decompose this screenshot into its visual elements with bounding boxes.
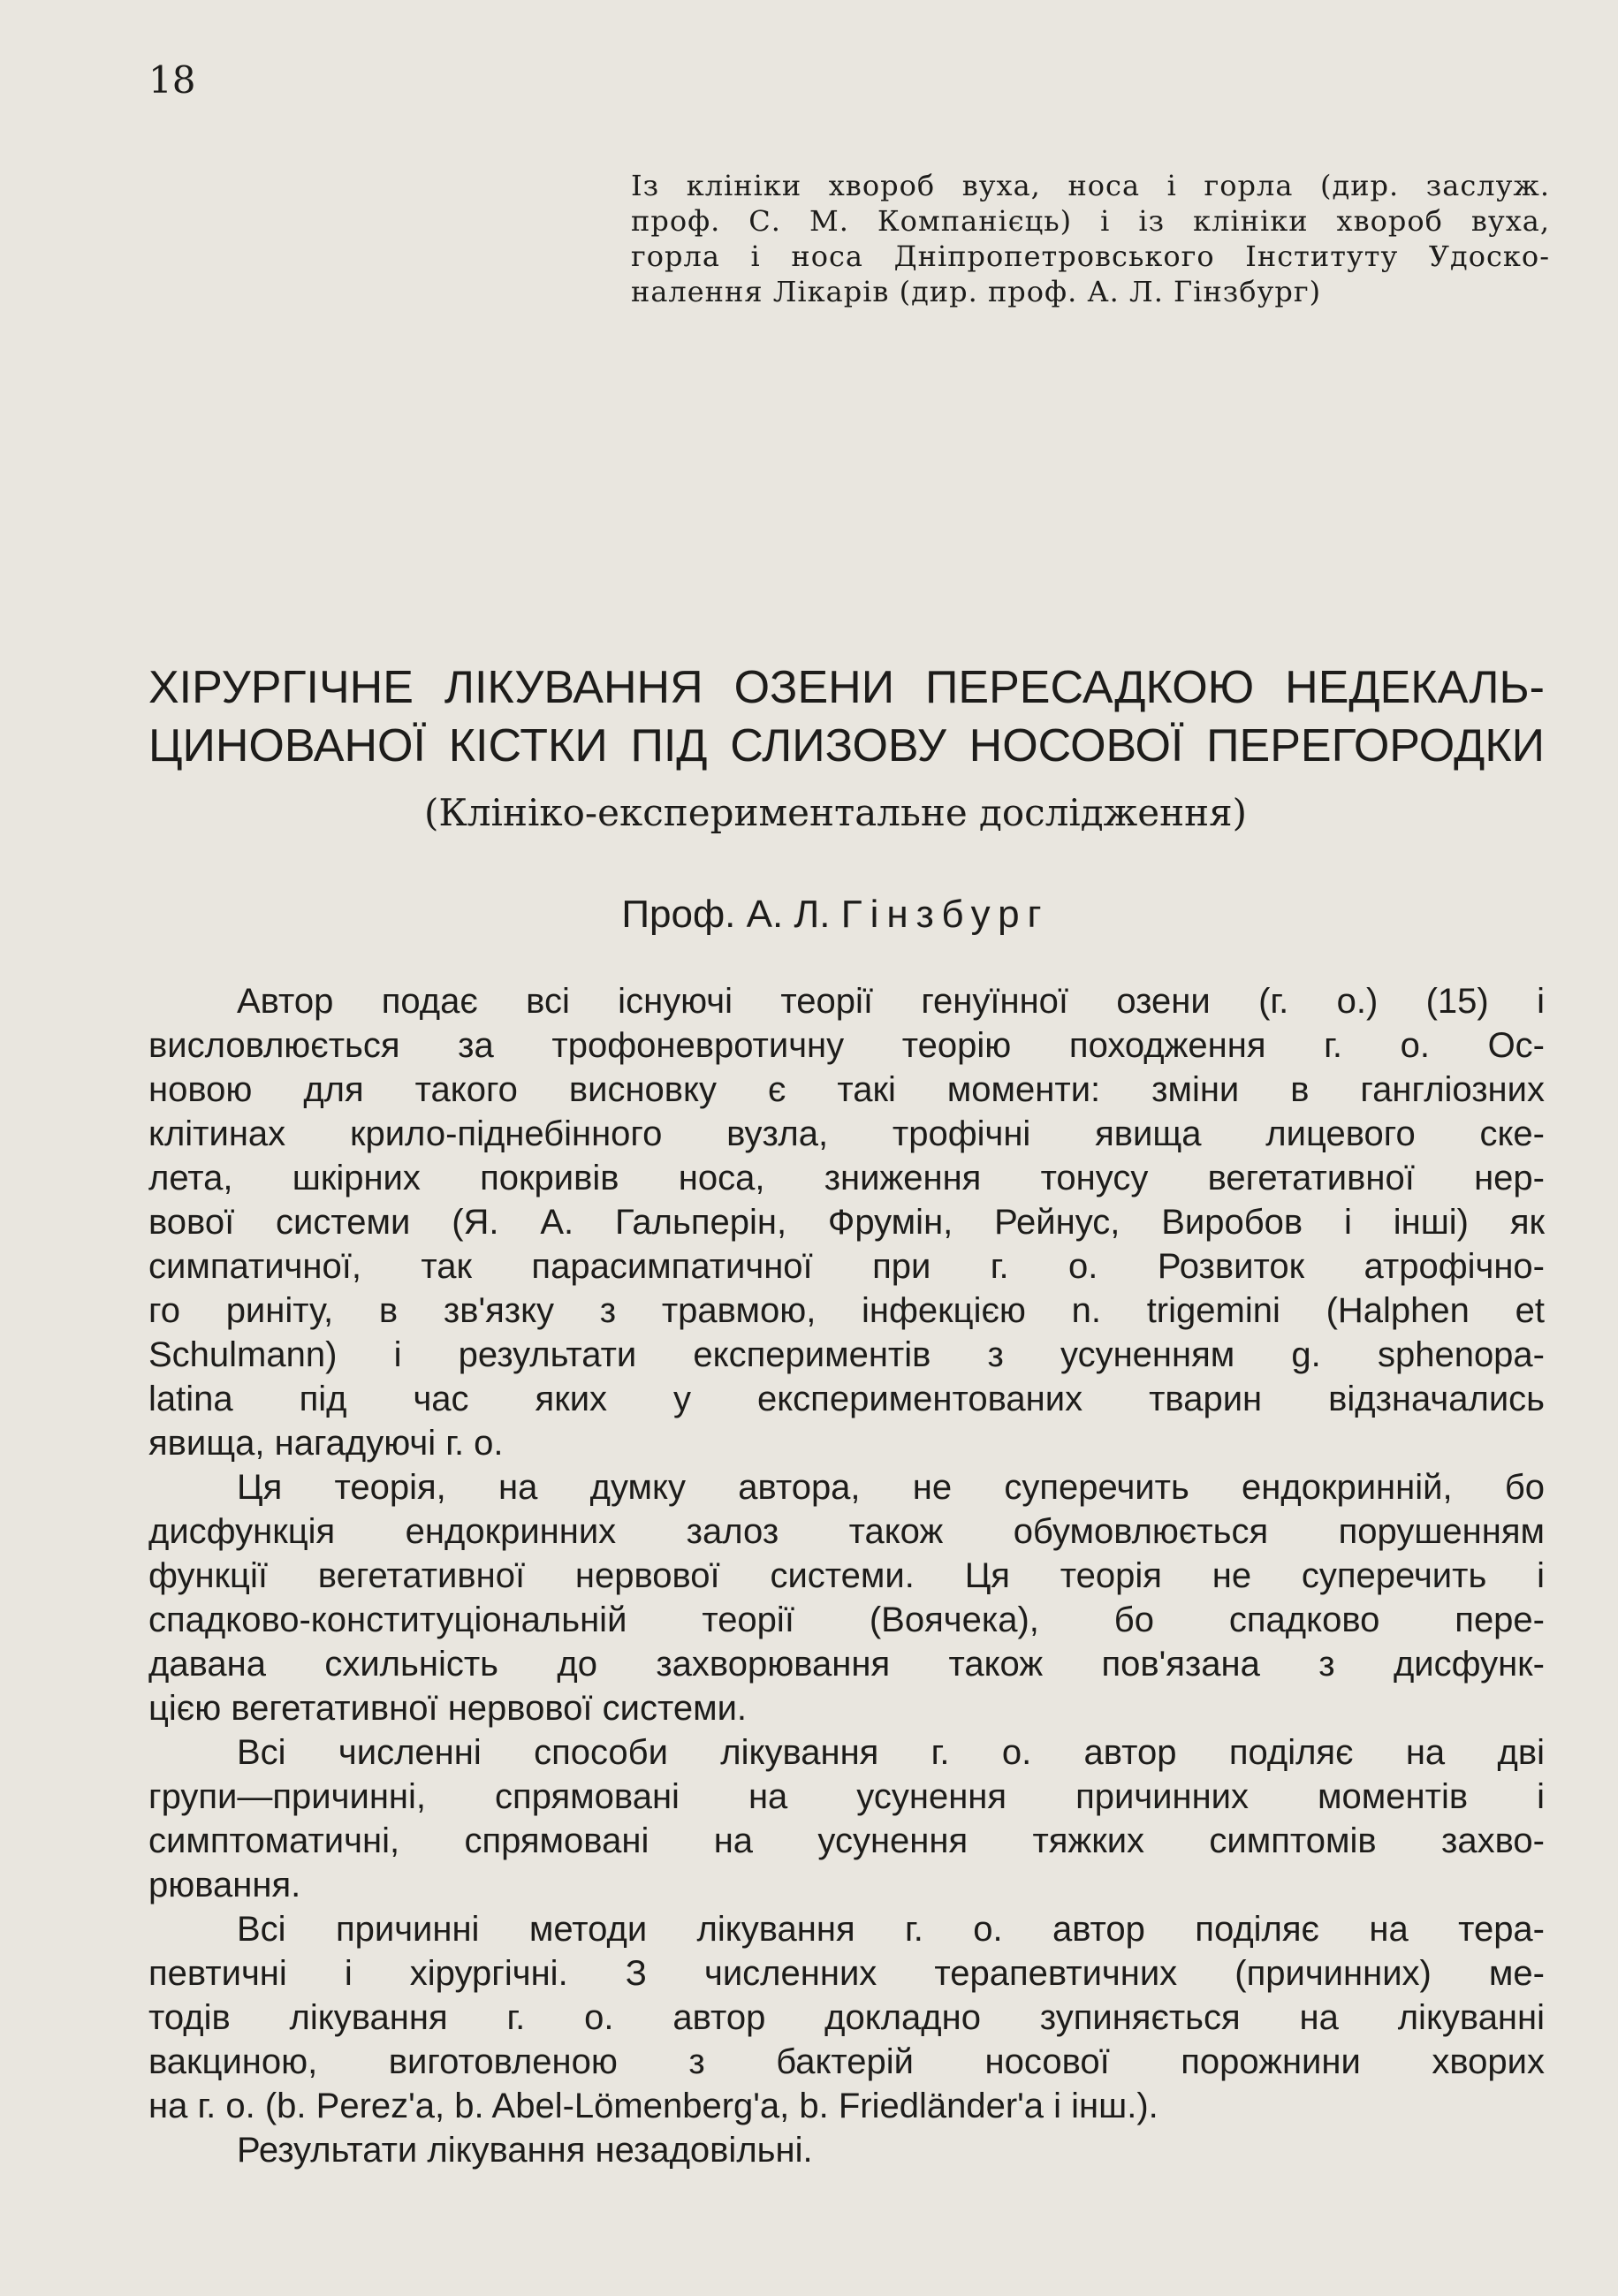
author-prefix: Проф. А. Л. [621, 893, 831, 936]
paragraph-line: Schulmann) і результати експериментів з усуненням g. sphenopa- [148, 1335, 1545, 1374]
paragraph [148, 1730, 1545, 1907]
author-surname: Гінзбург [840, 893, 1050, 936]
paragraph-line: функції вегетативної нервової системи. Ця теорія не суперечить і [148, 1556, 1545, 1595]
paragraph-line: лета, шкірних покривів носа, зниження тонусу вегетативної нер- [148, 1159, 1545, 1197]
paragraph-line: певтичні і хірургічні. З численних терапевтичних (причинних) ме- [148, 1954, 1545, 1993]
paragraph-line: спадково-конституціональній теорії (Воячека), бо спадково пере- [148, 1600, 1545, 1639]
author-byline [0, 888, 1618, 941]
paragraph-line: давана схильність до захворювання також пов'язана з дисфунк- [148, 1645, 1545, 1684]
affiliation-line: Із клініки хвороб вуха, носа і горла (дир. заслуж. [631, 169, 1550, 202]
paragraph-line: симпатичної, так парасимпатичної при г. о. Розвиток атрофічно- [148, 1247, 1545, 1286]
article-subtitle: (Клініко-експериментальне дослідження) [423, 791, 1248, 834]
title-line: ЦИНОВАНОЇ КІСТКИ ПІД СЛИЗОВУ НОСОВОЇ ПЕРЕГОРОДКИ [148, 720, 1545, 772]
paragraph-line: Всі численні способи лікування г. о. автор поділяє на дві [237, 1733, 1545, 1772]
paragraph-line: висловлюється за трофоневротичну теорію походження г. о. Ос- [148, 1026, 1545, 1065]
paragraph [148, 2128, 1545, 2172]
paragraph-line: го риніту, в зв'язку з травмою, інфекцією n. trigemini (Halphen et [148, 1291, 1545, 1330]
paragraph-line: рювання. [148, 1866, 301, 1904]
affiliation-note [631, 168, 1550, 309]
paragraph-line: групи—причинні, спрямовані на усунення причинних моментів і [148, 1777, 1545, 1816]
paragraph-line: вової системи (Я. А. Гальперін, Фрумін, Рейнус, Виробов і інші) як [148, 1203, 1545, 1242]
paragraph-line: клітинах крило-піднебінного вузла, трофічні явища лицевого ске- [148, 1114, 1545, 1153]
paragraph-line: Всі причинні методи лікування г. о. автор поділяє на тера- [237, 1910, 1545, 1949]
affiliation-line: горла і носа Дніпропетровського Інституту Удоско- [631, 239, 1550, 273]
article-title [148, 658, 1545, 775]
paragraph-line: Ця теорія, на думку автора, не суперечить ендокринній, бо [237, 1468, 1545, 1507]
paragraph-line: вакциною, виготовленою з бактерій носової порожнини хворих [148, 2042, 1545, 2081]
page-number: 18 [148, 58, 196, 102]
paragraph-line: симптоматичні, спрямовані на усунення тяжких симптомів захво- [148, 1821, 1545, 1860]
paragraph-line: новою для такого висновку є такі моменти: зміни в гангліозних [148, 1070, 1545, 1109]
paragraph [148, 979, 1545, 1465]
affiliation-line: проф. С. М. Компанієць) і із клініки хвороб вуха, [631, 204, 1550, 238]
paragraph-line: Автор подає всі існуючі теорії генуїнної озени (г. о.) (15) і [237, 982, 1545, 1021]
paragraph-line: на г. о. (b. Perez'a, b. Abel-Lömenberg'a, b. Friedländer'a і інш.). [148, 2087, 1158, 2125]
paragraph [148, 1907, 1545, 2128]
paragraph-line: дисфункція ендокринних залоз також обумовлюється порушенням [148, 1512, 1545, 1551]
paragraph-line: цією вегетативної нервової системи. [148, 1689, 748, 1728]
affiliation-line: налення Лікарів (дир. проф. А. Л. Гінзбург) [631, 275, 1322, 308]
paragraph-line: latina під час яких у експериментованих тварин відзначались [148, 1380, 1545, 1418]
paragraph-line: тодів лікування г. о. автор докладно зупиняється на лікуванні [148, 1998, 1545, 2037]
paragraph-line: Результати лікування незадовільні. [237, 2131, 813, 2170]
paragraph-line: явища, нагадуючі г. о. [148, 1424, 504, 1463]
paragraph [148, 1465, 1545, 1730]
title-line: ХІРУРГІЧНЕ ЛІКУВАННЯ ОЗЕНИ ПЕРЕСАДКОЮ НЕДЕКАЛЬ- [148, 662, 1545, 713]
article-body [148, 979, 1545, 2172]
